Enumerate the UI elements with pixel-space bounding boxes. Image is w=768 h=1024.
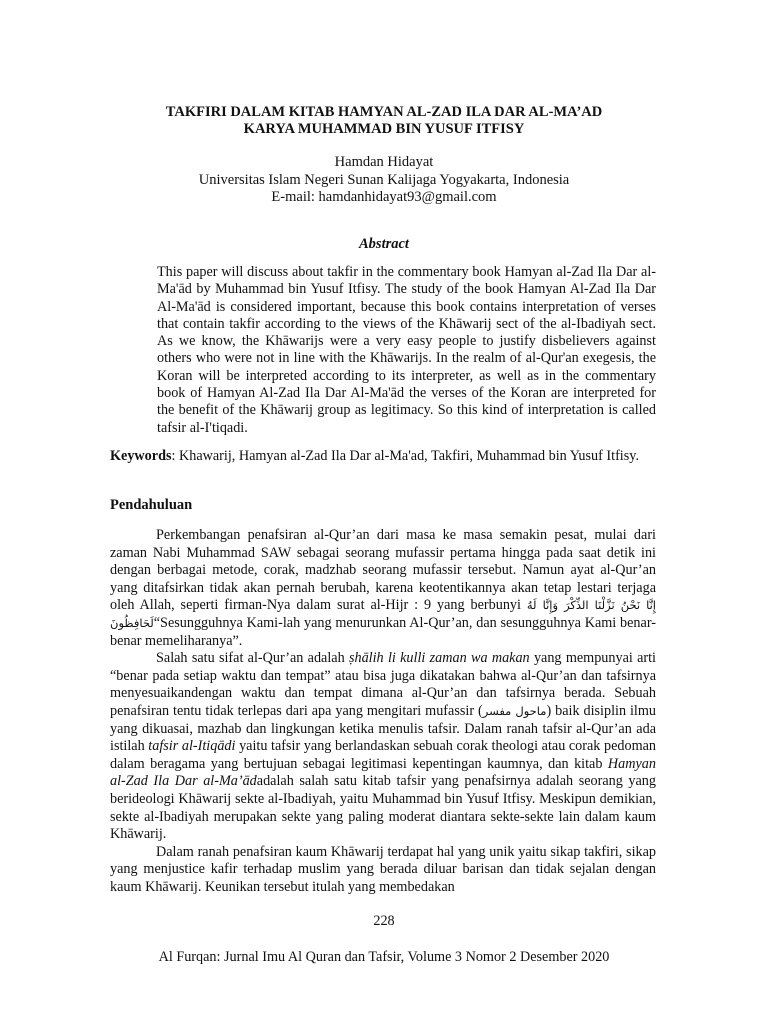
paragraph-1-text-a: Perkembangan penafsiran al-Qur’an dari masa ke masa semakin pesat, mulai dari zaman Nabi Muhammad SAW sebagai seorang mufassir pertama hingga pada saat detik ini dengan berbagai metode, corak, madzhab seorang mufassir tersebut. Namun ayat al-Qur’an yang ditafsirkan tidak akan pernah berubah, karena keotentikannya akan tetap lestari terjaga oleh Allah, seperti firman-Nya dalam surat al-Hijr : 9 yang berbunyi (110, 527, 656, 614)
paragraph-2-text-c: ) baik disiplin ilmu yang dikuasai, mazhab dan lingkungan ketika menulis tafsir. Dalam ranah tafsir al-Qur’an ada istilah (110, 702, 657, 755)
journal-footer: Al Furqan: Jurnal Imu Al Quran dan Tafsir, Volume 3 Nomor 2 Desember 2020 (158, 949, 610, 965)
keywords (110, 448, 756, 465)
paper-title-line-2: KARYA MUHAMMAD BIN YUSUF ITFISY (243, 121, 525, 137)
author-block (100, 154, 668, 207)
keywords-label: Keywords (110, 448, 172, 464)
body-text (110, 527, 656, 896)
abstract-heading: Abstract (359, 236, 409, 252)
abstract-text: This paper will discuss about takfir in the commentary book Hamyan al-Zad Ila Dar al-Ma'ād by Muhammad bin Yusuf Itfisy. The study of the book Hamyan Al-Zad Ila Dar Al-Ma'ād is considered important, because this book contains interpretation of verses that contain takfir according to the views of the Khāwarij sect of the al-Ibadiyah sect. As we know, the Khāwarijs were a very easy people to justify disbelievers against others who were not in line with the Khāwarijs. In the realm of al-Qur'an exegesis, the Koran will be interpreted according to its interpreter, as well as in the commentary book of Hamyan Al-Zad Ila Dar Al-Ma'ād the verses of the Koran are interpreted for the benefit of the Khāwarij group as legitimacy. So this kind of interpretation is called tafsir al-I'tiqadi. (157, 264, 656, 436)
author-affiliation: Universitas Islam Negeri Sunan Kalijaga Yogyakarta, Indonesia (198, 171, 570, 188)
section-heading: Pendahuluan (110, 497, 193, 513)
keywords-text: : Khawarij, Hamyan al-Zad Ila Dar al-Ma'ad, Takfiri, Muhammad bin Yusuf Itfisy. (171, 448, 639, 464)
author-email: E-mail: hamdanhidayat93@gmail.com (271, 189, 497, 205)
term-tafsir-itiqadi: tafsir al-Itiqādi (148, 738, 236, 755)
paragraph-1 (110, 527, 656, 650)
page-number: 228 (373, 913, 395, 929)
paragraph-2-text-d: yaitu tafsir yang berlandaskan sebuah corak theologi atau corak pedoman dalam beragama yang bertujuan sebagai legitimasi kepentingan kaumnya, dan kitab (110, 738, 657, 772)
paragraph-2-text-a: Salah satu sifat al-Qur’an adalah (156, 650, 349, 667)
author-name: Hamdan Hidayat (334, 154, 434, 170)
arabic-term-mufassir: ماحول مفسر (482, 703, 547, 718)
term-shalih: ṣhālih li kulli zaman wa makan (348, 650, 530, 667)
paragraph-2-text-e: adalah salah satu kitab tafsir yang penafsirnya adalah seorang yang berideologi Khāwarij sekte al-Ibadiyah, yaitu Muhammad bin Yusuf Itfisy. Meskipun demikian, sekte al-Ibadiyah merupakan sekte yang paling moderat diantara sekte-sekte lain dalam kaum Khāwarij. (110, 773, 656, 843)
quran-verse-arabic: إِنَّا نَحْنُ نَزَّلْنَا الذِّكْرَ وَإِنَّا لَهُ لَحَافِظُونَ (110, 598, 656, 630)
paragraph-3: Dalam ranah penafsiran kaum Khāwarij terdapat hal yang unik yaitu sikap takfiri, sikap yang menjustice kafir terhadap muslim yang berada diluar barisan dan tidak sejalan dengan kaum Khāwarij. Keunikan tersebut itulah yang membedakan (110, 843, 656, 895)
paragraph-2 (110, 650, 656, 844)
paper-title-line-1: TAKFIRI DALAM KITAB HAMYAN AL-ZAD ILA DAR AL-MA’AD (165, 104, 603, 120)
paragraph-1-text-b: “Sesungguhnya Kami-lah yang menurunkan Al-Qur’an, dan sesungguhnya Kami benar-benar memeliharanya”. (110, 614, 656, 649)
book-title-hamyan: Hamyan al-Zad Ila Dar al-Ma’ād (110, 755, 656, 790)
paper-title (100, 104, 668, 138)
paragraph-2-text-b: yang mempunyai arti “benar pada setiap waktu dan tempat” atau bisa juga dikatakan bahwa al-Qur’an dan tafsirnya menyesuaikandengan waktu dan tempat dimana al-Qur’an dan tafsirnya berada. Sebuah penafsiran tentu tidak terlepas dari apa yang mengitari mufassir ( (110, 650, 657, 719)
